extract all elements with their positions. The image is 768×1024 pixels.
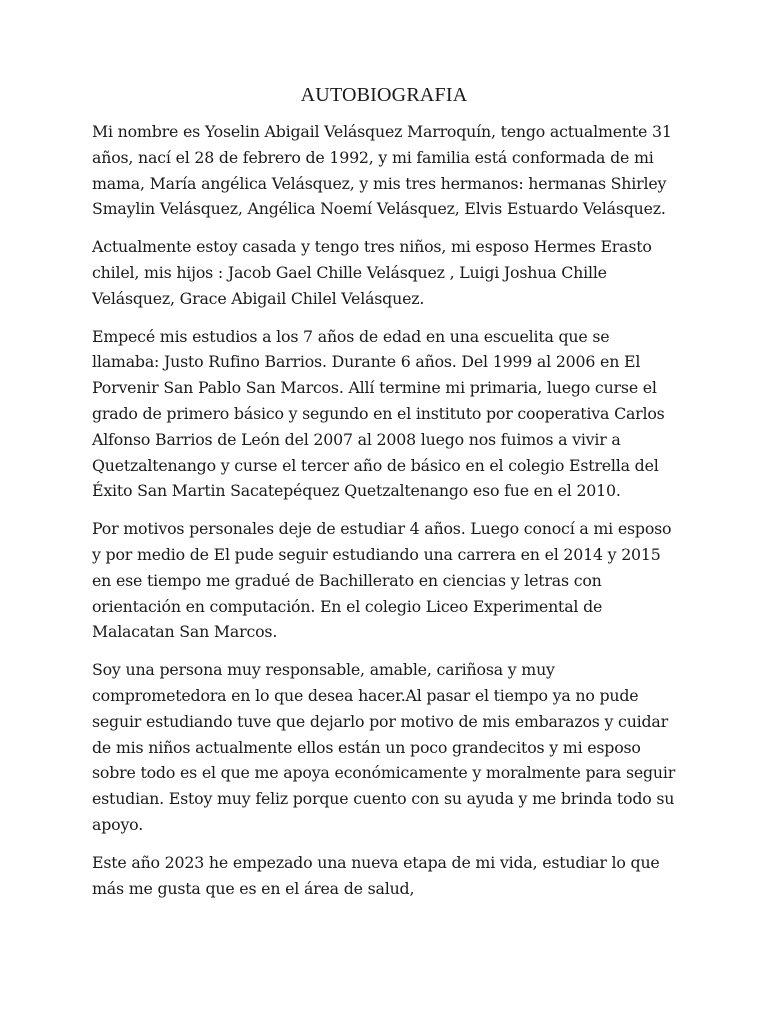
paragraph-studies: Empecé mis estudios a los 7 años de edad en una escuelita que se llamaba: Justo Rufino Barrios. Durante 6 años. Del 1999 al 2006 en El Porvenir San Pablo San Marcos. Allí termine mi primaria, luego curse el grado de primero básico y segundo en el instituto por cooperativa Carlos Alfonso Barrios de León del 2007 al 2008 luego nos fuimos a vivir a Quetzaltenango y curse el tercer año de básico en el colegio Estrella del Éxito San Martin Sacatepéquez Quetzaltenango eso fue en el 2010. [92,326,665,501]
document-title: AUTOBIOGRAFIA [300,84,468,106]
paragraph-new-stage: Este año 2023 he empezado una nueva etapa de mi vida, estudiar lo que más me gusta que es en el área de salud, [92,852,660,898]
paragraph-family: Mi nombre es Yoselin Abigail Velásquez Marroquín, tengo actualmente 31 años, nací el 28 de febrero de 1992, y mi familia está conformada de mi mama, María angélica Velásquez, y mis tres hermanos: hermanas Shirley Smaylin Velásquez, Angélica Noemí Velásquez, Elvis Estuardo Velásquez. [92,122,672,219]
paragraph-graduation: Por motivos personales deje de estudiar 4 años. Luego conocí a mi esposo y por medio de El pude seguir estudiando una carrera en el 2014 y 2015 en ese tiempo me gradué de Bachillerato en ciencias y letras con orientación en computación. En el colegio Liceo Experimental de Malacatan San Marcos. [92,519,672,642]
paragraph-personality: Soy una persona muy responsable, amable, cariñosa y muy comprometedora en lo que desea hacer.Al pasar el tiempo ya no pude seguir estudiando tuve que dejarlo por motivo de mis embarazos y cuidar de mis niños actualmente ellos están un poco grandecitos y mi esposo sobre todo es el que me apoya económicamente y moralmente para seguir estudian. Estoy muy feliz porque cuento con su ayuda y me brinda todo su apoyo. [92,660,676,834]
paragraph-marriage: Actualmente estoy casada y tengo tres niños, mi esposo Hermes Erasto chilel, mis hijos : Jacob Gael Chille Velásquez , Luigi Joshua Chille Velásquez, Grace Abigail Chilel Velásquez. [92,237,652,308]
